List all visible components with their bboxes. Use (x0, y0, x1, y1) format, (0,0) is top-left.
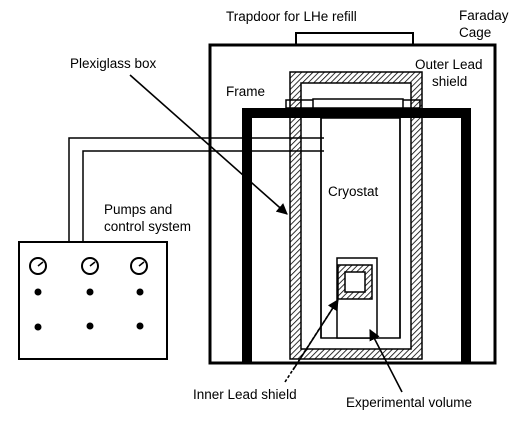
label-outer-lead-line2: shield (432, 74, 468, 89)
gauge-icon (82, 258, 98, 274)
gauge-icon (30, 258, 46, 274)
label-cryostat: Cryostat (328, 184, 379, 199)
control-button (137, 323, 144, 330)
control-button (87, 323, 94, 330)
control-button (35, 324, 42, 331)
label-pumps-line2: control system (104, 219, 192, 234)
control-button (137, 289, 144, 296)
label-faraday-line1: Faraday (459, 8, 509, 23)
label-faraday-line2: Cage (459, 25, 492, 40)
label-experimental-volume: Experimental volume (346, 395, 473, 410)
label-inner-lead: Inner Lead shield (193, 387, 297, 402)
control-panel (19, 242, 167, 359)
label-frame: Frame (226, 84, 266, 99)
inner-lead-shield (338, 265, 372, 299)
label-trapdoor: Trapdoor for LHe refill (226, 9, 357, 24)
gauge-icon (131, 258, 147, 274)
trapdoor (296, 33, 413, 45)
control-button (35, 289, 42, 296)
control-button (87, 289, 94, 296)
label-outer-lead-line1: Outer Lead (415, 57, 483, 72)
label-plexiglass: Plexiglass box (70, 56, 157, 71)
label-pumps-line1: Pumps and (104, 202, 173, 217)
